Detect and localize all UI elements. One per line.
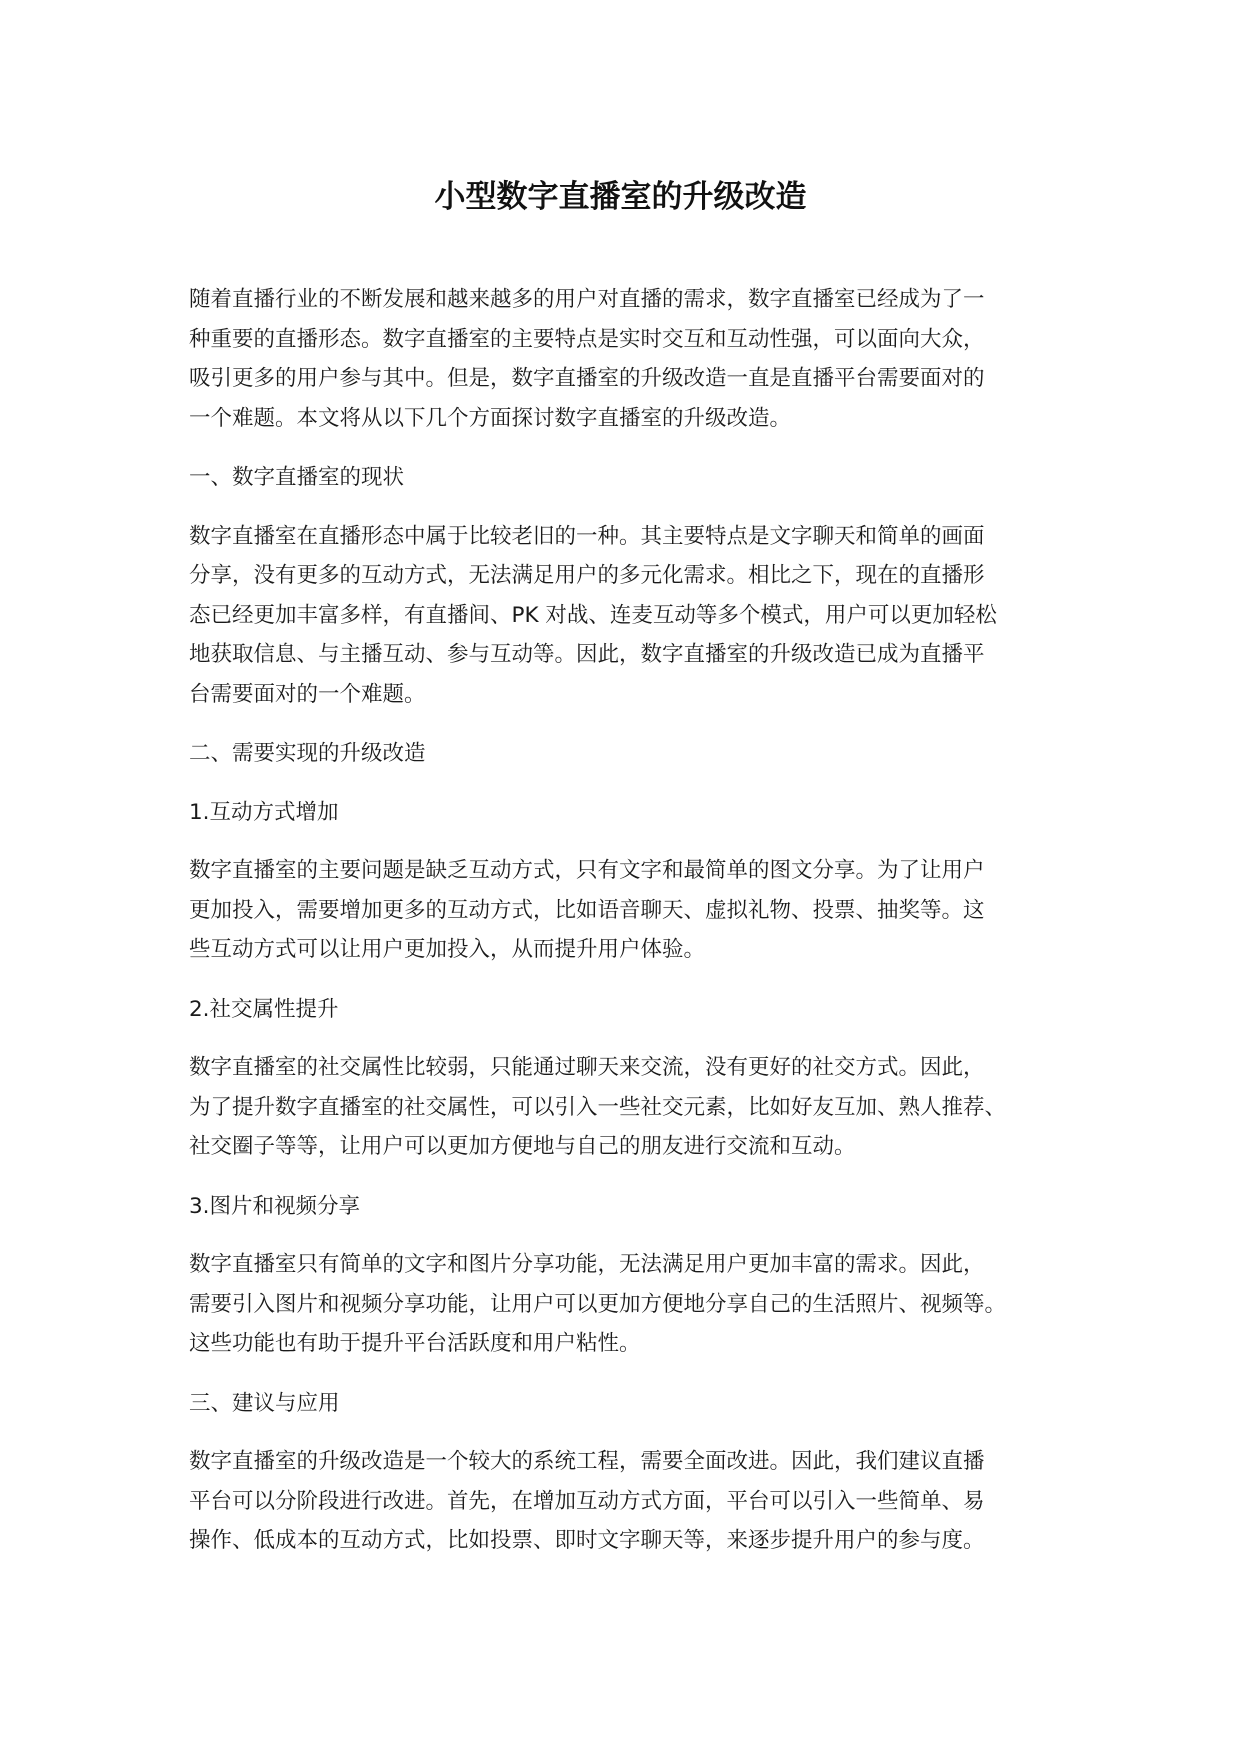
text-line: 分享，没有更多的互动方式，无法满足用户的多元化需求。相比之下，现在的直播形 [189,563,985,588]
subheading-interaction: 1.互动方式增加 [189,799,339,825]
section-heading-suggestions: 三、建议与应用 [189,1390,340,1416]
status-paragraph [189,517,1079,715]
document-title: 小型数字直播室的升级改造 [434,179,807,215]
text-line: 数字直播室的社交属性比较弱，只能通过聊天来交流，没有更好的社交方式。因此， [189,1055,985,1080]
text-line: 一个难题。本文将从以下几个方面探讨数字直播室的升级改造。 [189,405,792,431]
document-body [189,280,1079,1581]
text-line: 需要引入图片和视频分享功能，让用户可以更加方便地分享自己的生活照片、视频等。 [189,1291,1007,1317]
text-line: 种重要的直播形态。数字直播室的主要特点是实时交互和互动性强，可以面向大众， [189,326,985,352]
text-line: 台需要面对的一个难题。 [189,681,426,707]
text-line: 态已经更加丰富多样，有直播间、PK 对战、连麦互动等多个模式，用户可以更加轻松 [189,602,997,628]
section-heading-current-status: 一、数字直播室的现状 [189,465,405,490]
text-line: 数字直播室在直播形态中属于比较老旧的一种。其主要特点是文字聊天和简单的画面 [189,523,985,549]
social-paragraph [189,1048,1079,1167]
text-line: 社交圈子等等，让用户可以更加方便地与自己的朋友进行交流和互动。 [189,1134,856,1159]
text-line: 地获取信息、与主播互动、参与互动等。因此，数字直播室的升级改造已成为直播平 [189,642,985,667]
text-line: 平台可以分阶段进行改进。首先，在增加互动方式方面，平台可以引入一些简单、易 [189,1488,985,1514]
intro-paragraph [189,280,1079,438]
text-line: 数字直播室的升级改造是一个较大的系统工程，需要全面改进。因此，我们建议直播 [189,1449,985,1474]
subheading-social: 2.社交属性提升 [189,996,339,1022]
interaction-paragraph [189,851,1079,970]
media-sharing-paragraph [189,1245,1079,1364]
text-line: 数字直播室的主要问题是缺乏互动方式，只有文字和最简单的图文分享。为了让用户 [189,858,985,883]
section-heading-upgrades: 二、需要实现的升级改造 [189,741,426,766]
text-line: 更加投入，需要增加更多的互动方式，比如语音聊天、虚拟礼物、投票、抽奖等。这 [189,897,985,923]
text-line: 这些功能也有助于提升平台活跃度和用户粘性。 [189,1331,641,1356]
text-line: 些互动方式可以让用户更加投入，从而提升用户体验。 [189,937,706,962]
text-line: 吸引更多的用户参与其中。但是，数字直播室的升级改造一直是直播平台需要面对的 [189,366,985,391]
text-line: 数字直播室只有简单的文字和图片分享功能，无法满足用户更加丰富的需求。因此， [189,1252,985,1277]
text-line: 为了提升数字直播室的社交属性，可以引入一些社交元素，比如好友互加、熟人推荐、 [189,1094,1007,1120]
text-line: 操作、低成本的互动方式，比如投票、即时文字聊天等，来逐步提升用户的参与度。 [189,1528,985,1553]
text-line: 随着直播行业的不断发展和越来越多的用户对直播的需求，数字直播室已经成为了一 [189,287,985,312]
suggestions-paragraph [189,1442,1079,1561]
subheading-media-sharing: 3.图片和视频分享 [189,1193,361,1219]
